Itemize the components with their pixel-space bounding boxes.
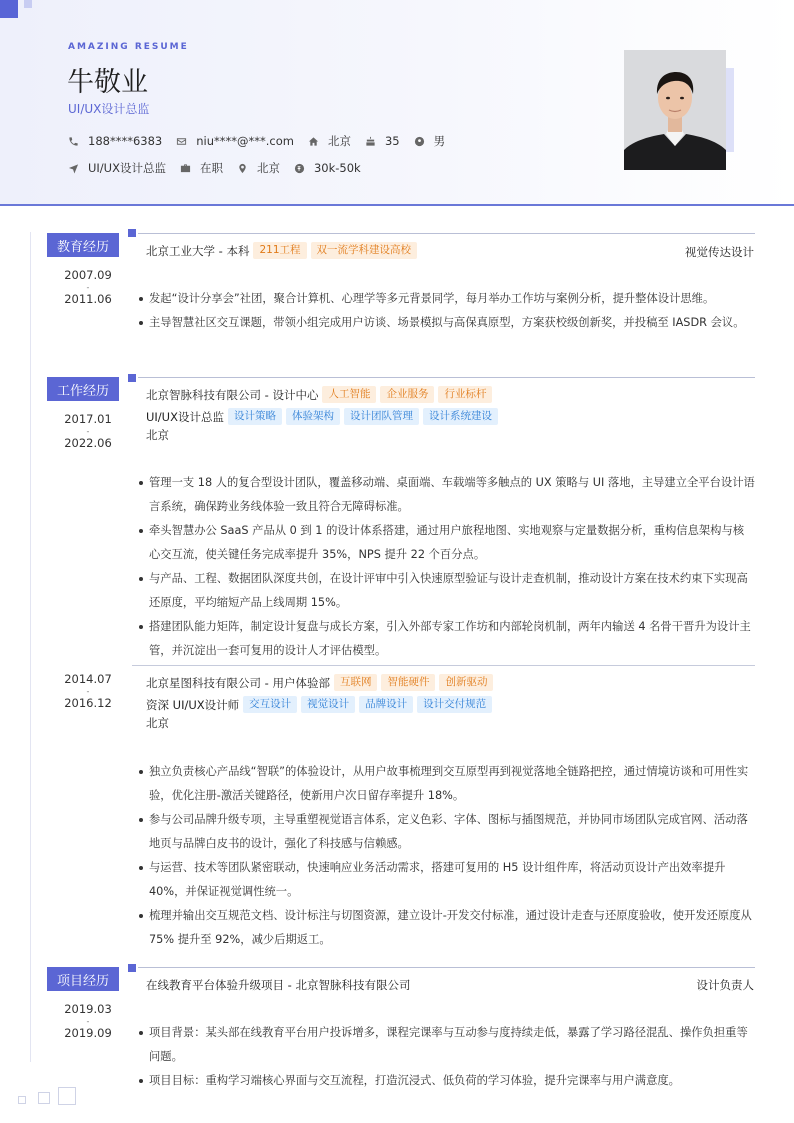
role-tag: 设计团队管理 bbox=[344, 408, 419, 425]
work1-role-line bbox=[146, 408, 498, 425]
portrait-image bbox=[624, 50, 726, 170]
work2-company: 北京星图科技有限公司 - 用户体验部 bbox=[146, 675, 330, 690]
edu-school-line bbox=[146, 242, 417, 259]
company-tag: 企业服务 bbox=[380, 386, 434, 403]
phone-item bbox=[68, 134, 162, 148]
project-end-date: 2019.09 bbox=[64, 1026, 112, 1040]
section-dot bbox=[128, 374, 136, 382]
role-tag: 设计系统建设 bbox=[423, 408, 498, 425]
tagline: AMAZING RESUME bbox=[68, 42, 189, 52]
work2-bullets bbox=[138, 760, 755, 952]
mail-icon bbox=[176, 136, 187, 147]
section-label-education: 教育经历 bbox=[47, 233, 119, 257]
target-city-text: 北京 bbox=[256, 161, 280, 175]
employment-status-text: 在职 bbox=[199, 161, 223, 175]
project-bullets bbox=[138, 1021, 755, 1093]
work1-date-dash: - bbox=[86, 427, 90, 436]
gender-item bbox=[414, 133, 446, 149]
candidate-name: 牛敬业 bbox=[67, 67, 148, 98]
role-tag: 交互设计 bbox=[243, 696, 297, 713]
salary-item bbox=[294, 161, 361, 175]
section-rule bbox=[138, 967, 755, 968]
target-job-text: UI/UX设计总监 bbox=[88, 161, 166, 175]
send-icon bbox=[68, 163, 79, 174]
company-tag: 智能硬件 bbox=[381, 674, 435, 691]
candidate-title: UI/UX设计总监 bbox=[68, 102, 150, 116]
section-rule bbox=[138, 233, 755, 234]
work2-date-dash: - bbox=[86, 687, 90, 696]
age-text: 35 bbox=[384, 134, 400, 148]
list-item: 搭建团队能力矩阵，制定设计复盘与成长方案，引入外部专家工作坊和内部轮岗机制，两年内输送 4 名骨干晋升为设计主管，并沉淀出一套可复用的设计人才评估模型。 bbox=[138, 615, 755, 663]
list-item: 与运营、技术等团队紧密联动，快速响应业务活动需求，搭建可复用的 H5 设计组件库，将活动页设计产出效率提升 40%，并保证视觉调性统一。 bbox=[138, 856, 755, 904]
entry-divider bbox=[132, 665, 755, 666]
section-label-project: 项目经历 bbox=[47, 967, 119, 991]
hometown-text: 北京 bbox=[327, 134, 351, 148]
company-tag: 创新驱动 bbox=[439, 674, 493, 691]
gender-icon bbox=[414, 136, 425, 147]
edu-school: 北京工业大学 - 本科 bbox=[146, 243, 250, 258]
work2-start-date: 2014.07 bbox=[64, 672, 112, 686]
home-icon bbox=[308, 136, 319, 147]
salary-icon bbox=[294, 163, 305, 174]
edu-bullets bbox=[138, 287, 755, 335]
role-tag: 设计策略 bbox=[228, 408, 282, 425]
corner-decoration-small bbox=[24, 0, 32, 8]
project-name-line bbox=[146, 977, 410, 993]
list-item: 牵头智慧办公 SaaS 产品从 0 到 1 的设计体系搭建，通过用户旅程地图、实地观察与定量数据分析，重构信息架构与核心交互流，使关键任务完成率提升 35%，NPS 提升 22 个百分点。 bbox=[138, 519, 755, 567]
target-city-item bbox=[237, 160, 280, 176]
work2-role: 资深 UI/UX设计师 bbox=[146, 697, 240, 712]
footer-decoration bbox=[58, 1087, 76, 1105]
status-row bbox=[68, 160, 375, 176]
resume-header bbox=[0, 0, 794, 206]
list-item: 发起“设计分享会”社团，聚合计算机、心理学等多元背景同学，每月举办工作坊与案例分析，提升整体设计思维。 bbox=[138, 287, 755, 311]
section-label-work: 工作经历 bbox=[47, 377, 119, 401]
location-icon bbox=[237, 163, 248, 174]
role-tag: 视觉设计 bbox=[301, 696, 355, 713]
role-tag: 设计交付规范 bbox=[417, 696, 492, 713]
role-tag: 品牌设计 bbox=[359, 696, 413, 713]
work1-company-line bbox=[146, 386, 492, 403]
list-item: 与产品、工程、数据团队深度共创，在设计评审中引入快速原型验证与设计走查机制，推动设计方案在技术约束下实现高还原度，平均缩短产品上线周期 15%。 bbox=[138, 567, 755, 615]
list-item: 管理一支 18 人的复合型设计团队，覆盖移动端、桌面端、车载端等多触点的 UX 策略与 UI 落地，主导建立全平台设计语言系统，确保跨业务线体验一致且符合无障碍标准。 bbox=[138, 471, 755, 519]
footer-decoration bbox=[38, 1092, 50, 1104]
edu-date-dash: - bbox=[86, 283, 90, 292]
work2-company-line bbox=[146, 674, 493, 691]
list-item: 参与公司品牌升级专项，主导重塑视觉语言体系，定义色彩、字体、图标与插图规范，并协同市场团队完成官网、活动落地页与品牌白皮书的设计，强化了科技感与信赖感。 bbox=[138, 808, 755, 856]
list-item: 项目背景：某头部在线教育平台用户投诉增多，课程完课率与互动参与度持续走低，暴露了学习路径混乱、操作负担重等问题。 bbox=[138, 1021, 755, 1069]
list-item: 项目目标：重构学习端核心界面与交互流程，打造沉浸式、低负荷的学习体验，提升完课率与用户满意度。 bbox=[138, 1069, 755, 1093]
phone-icon bbox=[68, 136, 79, 147]
profile-photo bbox=[624, 50, 726, 170]
timeline-line bbox=[30, 232, 31, 1062]
section-rule bbox=[138, 377, 755, 378]
edu-major: 视觉传达设计 bbox=[685, 245, 754, 259]
list-item: 独立负责核心产品线“智联”的体验设计，从用户故事梳理到交互原型再到视觉落地全链路把控，通过情境访谈和可用性实验，优化注册-激活关键路径，使新用户次日留存率提升 18%。 bbox=[138, 760, 755, 808]
section-dot bbox=[128, 229, 136, 237]
edu-tag: 双一流学科建设高校 bbox=[311, 242, 418, 259]
gender-text: 男 bbox=[433, 134, 446, 148]
work1-role: UI/UX设计总监 bbox=[146, 409, 224, 424]
employment-status-item bbox=[180, 160, 223, 176]
project-date-dash: - bbox=[86, 1017, 90, 1026]
hometown-item bbox=[308, 133, 351, 149]
work1-start-date: 2017.01 bbox=[64, 412, 112, 426]
corner-decoration bbox=[0, 0, 18, 18]
footer-decoration bbox=[18, 1096, 26, 1104]
company-tag: 行业标杆 bbox=[438, 386, 492, 403]
project-role: 设计负责人 bbox=[696, 978, 754, 992]
email-item bbox=[176, 134, 294, 148]
cake-icon bbox=[365, 136, 376, 147]
project-name: 在线教育平台体验升级项目 - 北京智脉科技有限公司 bbox=[146, 978, 411, 992]
work1-bullets bbox=[138, 471, 755, 663]
work2-role-line bbox=[146, 696, 492, 713]
briefcase-icon bbox=[180, 163, 191, 174]
work1-company: 北京智脉科技有限公司 - 设计中心 bbox=[146, 387, 319, 402]
list-item: 梳理并输出交互规范文档、设计标注与切图资源，建立设计-开发交付标准，通过设计走查与还原度验收，使开发还原度从 75% 提升至 92%，减少后期返工。 bbox=[138, 904, 755, 952]
edu-tag: 211工程 bbox=[253, 242, 306, 259]
project-start-date: 2019.03 bbox=[64, 1002, 112, 1016]
age-item bbox=[365, 134, 400, 148]
edu-start-date: 2007.09 bbox=[64, 268, 112, 282]
company-tag: 人工智能 bbox=[322, 386, 376, 403]
email-text: niu****@***.com bbox=[196, 134, 294, 148]
salary-text: 30k-50k bbox=[313, 161, 361, 175]
contact-row bbox=[68, 133, 459, 149]
phone-text: 188****6383 bbox=[88, 134, 163, 148]
section-dot bbox=[128, 964, 136, 972]
edu-end-date: 2011.06 bbox=[64, 292, 112, 306]
list-item: 主导智慧社区交互课题，带领小组完成用户访谈、场景模拟与高保真原型，方案获校级创新奖，并投稿至 IASDR 会议。 bbox=[138, 311, 755, 335]
role-tag: 体验架构 bbox=[286, 408, 340, 425]
work2-city: 北京 bbox=[146, 716, 169, 730]
work1-city: 北京 bbox=[146, 428, 169, 442]
target-job-item bbox=[68, 160, 166, 176]
company-tag: 互联网 bbox=[334, 674, 378, 691]
work1-end-date: 2022.06 bbox=[64, 436, 112, 450]
work2-end-date: 2016.12 bbox=[64, 696, 112, 710]
